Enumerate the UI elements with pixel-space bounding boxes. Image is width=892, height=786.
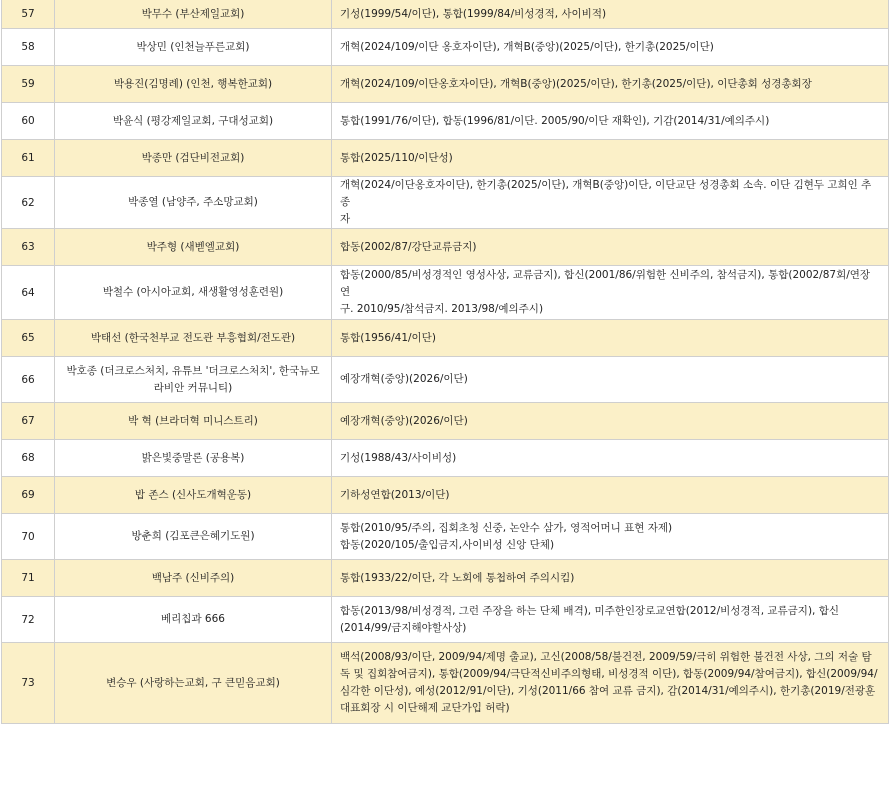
row-name: 박윤식 (평강제일교회, 구대성교회) <box>55 103 332 140</box>
row-number: 66 <box>2 357 55 403</box>
row-number: 71 <box>2 560 55 597</box>
row-name: 방춘희 (김포큰은혜기도원) <box>55 514 332 560</box>
row-number: 72 <box>2 597 55 643</box>
row-note <box>332 266 889 320</box>
row-number: 67 <box>2 403 55 440</box>
table-row <box>2 66 889 103</box>
table-row <box>2 514 889 560</box>
note-line: (2014/99/금지해야할사상) <box>340 621 467 634</box>
note-line: 개혁(2024/109/이단 옹호자이단), 개혁B(중앙)(2025/이단), 한기총(2025/이단) <box>340 40 714 53</box>
row-name: 박용진(김명례) (인천, 행복한교회) <box>55 66 332 103</box>
note-line: 합동(2013/98/비성경적, 그런 주장을 하는 단체 배격), 미주한인장로교연합(2012/비성경적, 교류금지), 합신 <box>340 604 840 617</box>
note-line: 합동(2020/105/출입금지,사이비성 신앙 단체) <box>340 538 555 551</box>
note-line: 예장개혁(중앙)(2026/이단) <box>340 373 468 385</box>
note-line: 개혁(2024/이단옹호자이단), 한기총(2025/이단), 개혁B(중앙)이단, 이단교단 성경총회 소속. 이단 김현두 고희인 추종 <box>340 179 872 208</box>
note-line: 독 및 집회참여금지), 통합(2009/94/극단적신비주의형태, 비성경적 이단), 합동(2009/94/참여금지), 합신(2009/94/ <box>340 668 878 680</box>
note-line: 통합(1991/76/이단), 합동(1996/81/이단. 2005/90/이단 재확인), 기감(2014/31/예의주시) <box>340 114 770 127</box>
note-line: 합동(2000/85/비성경적인 영성사상, 교류금지), 합신(2001/86/위험한 신비주의, 참석금지), 통합(2002/87회/연장연 <box>340 269 871 298</box>
note-line: 합동(2002/87/강단교류금지) <box>340 240 477 253</box>
row-note <box>332 440 889 477</box>
row-number: 73 <box>2 643 55 724</box>
table-row <box>2 0 889 29</box>
note-line: 심각한 이단성), 예성(2012/91/이단), 기성(2011/66 참여 교류 금지), 감(2014/31/예의주시), 한기총(2019/전광훈 <box>340 685 876 697</box>
table-row <box>2 597 889 643</box>
row-note <box>332 140 889 177</box>
note-line: 개혁(2024/109/이단옹호자이단), 개혁B(중앙)(2025/이단), 한기총(2025/이단), 이단총회 성경총회장 <box>340 77 812 90</box>
table-row <box>2 560 889 597</box>
row-note <box>332 643 889 724</box>
table-row <box>2 177 889 229</box>
row-number: 62 <box>2 177 55 229</box>
row-note <box>332 66 889 103</box>
row-number: 60 <box>2 103 55 140</box>
row-note <box>332 514 889 560</box>
row-note <box>332 403 889 440</box>
note-line: 통합(2025/110/이단성) <box>340 151 453 164</box>
note-line: 통합(1933/22/이단, 각 노회에 통첩하여 주의시킴) <box>340 571 575 584</box>
row-number: 69 <box>2 477 55 514</box>
table-row <box>2 29 889 66</box>
row-name: 베리칩과 666 <box>55 597 332 643</box>
row-number: 63 <box>2 229 55 266</box>
row-name: 박종열 (남양주, 주소망교회) <box>55 177 332 229</box>
table-row <box>2 266 889 320</box>
row-number: 61 <box>2 140 55 177</box>
note-line: 기하성연합(2013/이단) <box>340 488 450 501</box>
row-number: 64 <box>2 266 55 320</box>
row-note <box>332 357 889 403</box>
row-note <box>332 29 889 66</box>
row-name: 박철수 (아시아교회, 새생활영성훈련원) <box>55 266 332 320</box>
row-note <box>332 560 889 597</box>
row-number: 68 <box>2 440 55 477</box>
note-line: 대표회장 시 이단해제 교단가입 허락) <box>340 702 510 714</box>
table-row <box>2 320 889 357</box>
row-note <box>332 177 889 229</box>
note-line: 자 <box>340 213 351 225</box>
row-number: 65 <box>2 320 55 357</box>
row-number: 58 <box>2 29 55 66</box>
note-line: 통합(2010/95/주의, 집회초청 신중, 논안수 삼가, 영적어머니 표현 자제) <box>340 521 673 534</box>
row-name: 박종만 (검단비전교회) <box>55 140 332 177</box>
table-row <box>2 440 889 477</box>
row-name: 밥 존스 (신사도개혁운동) <box>55 477 332 514</box>
row-name: 박 혁 (브라더혁 미니스트리) <box>55 403 332 440</box>
table-row <box>2 103 889 140</box>
row-name: 박호종 (더크로스처치, 유튜브 '더크로스처치', 한국뉴모라비안 커뮤니티) <box>55 357 332 403</box>
table-row <box>2 643 889 724</box>
note-line: 기성(1999/54/이단), 통합(1999/84/비성경적, 사이비적) <box>340 7 607 20</box>
row-name: 박태선 (한국천부교 전도관 부흥협회/전도관) <box>55 320 332 357</box>
row-note <box>332 0 889 29</box>
row-name: 변승우 (사랑하는교회, 구 큰믿음교회) <box>55 643 332 724</box>
row-number: 59 <box>2 66 55 103</box>
row-note <box>332 597 889 643</box>
row-number: 57 <box>2 0 55 29</box>
row-name: 박무수 (부산제일교회) <box>55 0 332 29</box>
row-note <box>332 103 889 140</box>
table-body <box>2 0 889 724</box>
table-row <box>2 357 889 403</box>
table-row <box>2 229 889 266</box>
table-row <box>2 403 889 440</box>
row-name: 박상민 (인천늘푸른교회) <box>55 29 332 66</box>
row-name: 박주형 (새벧엘교회) <box>55 229 332 266</box>
row-name: 밝은빛중말론 (공용복) <box>55 440 332 477</box>
row-name: 백남주 (신비주의) <box>55 560 332 597</box>
row-note <box>332 477 889 514</box>
table-row <box>2 477 889 514</box>
note-line: 예장개혁(중앙)(2026/이단) <box>340 414 468 427</box>
note-line: 백석(2008/93/이단, 2009/94/제명 출교), 고신(2008/58/불건전, 2009/59/극히 위험한 불건전 사상, 그의 저술 탐 <box>340 651 872 663</box>
row-note <box>332 229 889 266</box>
note-line: 구. 2010/95/참석금지. 2013/98/예의주시) <box>340 303 544 315</box>
row-number: 70 <box>2 514 55 560</box>
note-line: 기성(1988/43/사이비성) <box>340 451 457 464</box>
table-row <box>2 140 889 177</box>
row-note <box>332 320 889 357</box>
heresy-list-table <box>1 0 889 724</box>
note-line: 통합(1956/41/이단) <box>340 331 436 344</box>
